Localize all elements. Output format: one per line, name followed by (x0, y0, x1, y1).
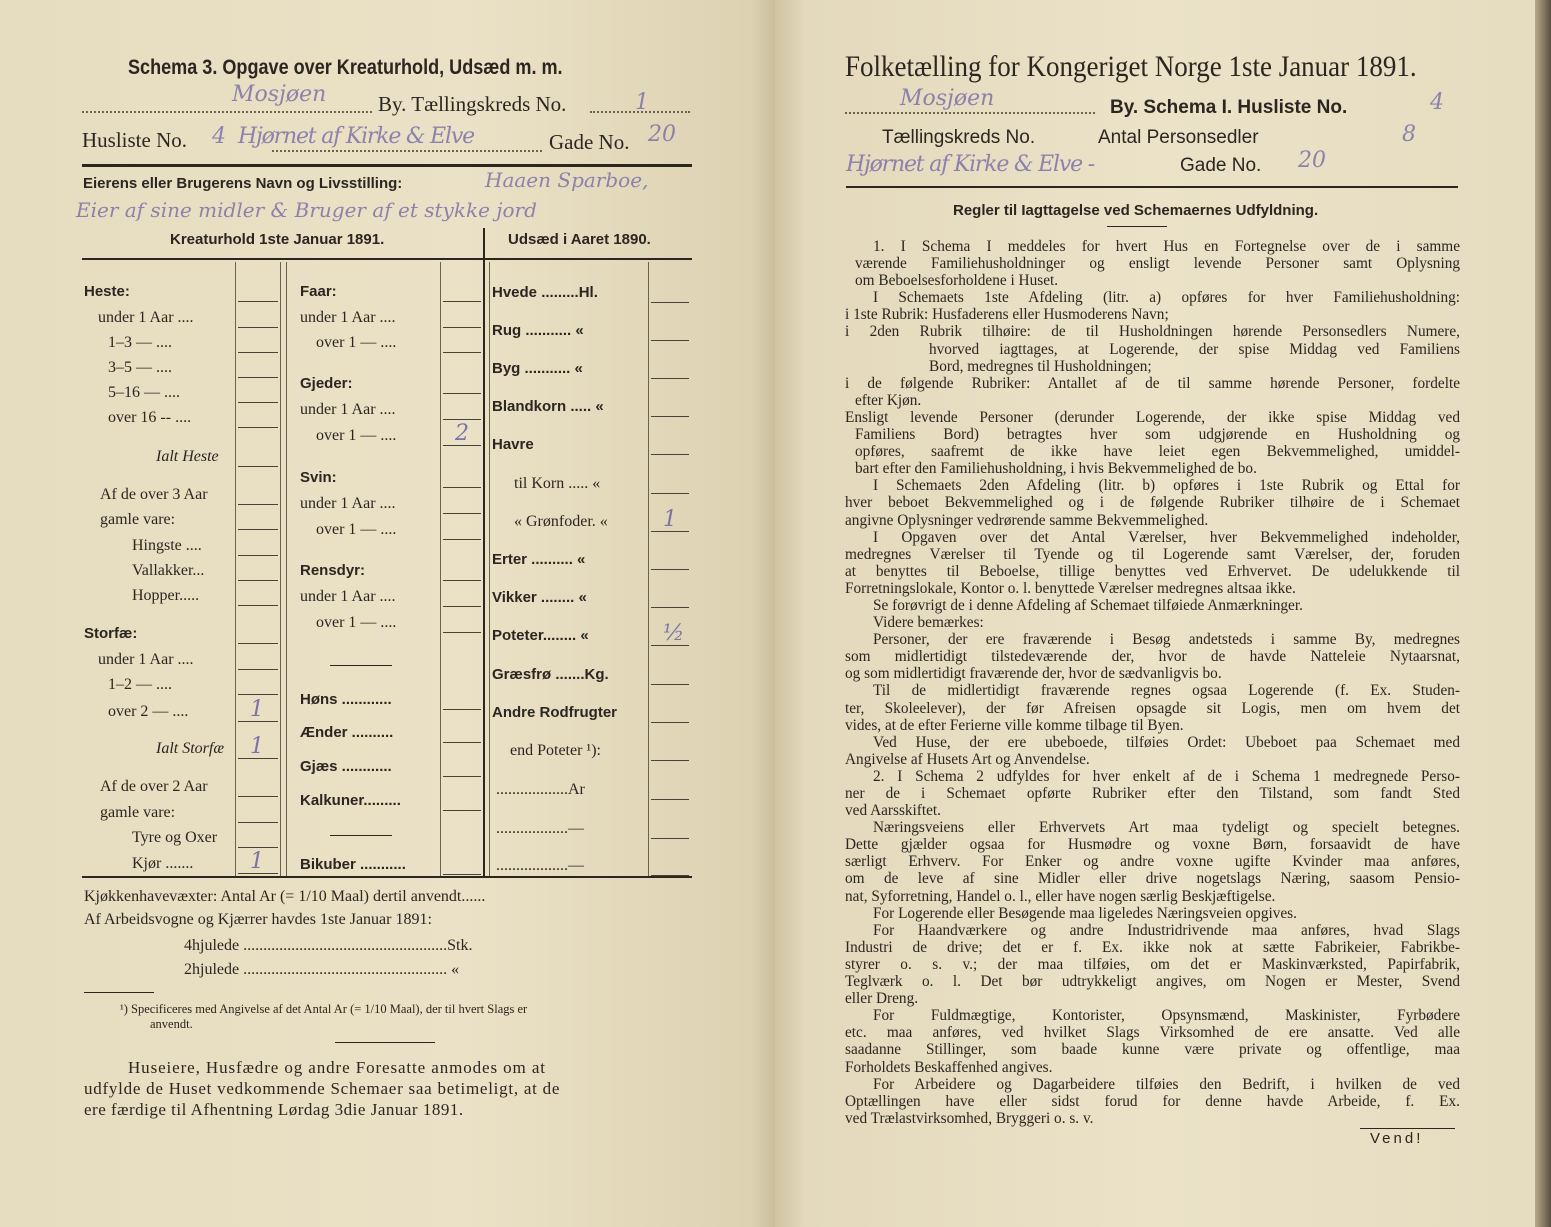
col1-row-label: Tyre og Oxer (132, 829, 218, 846)
col3-row-label: ..................— (496, 820, 584, 837)
entry-line (238, 466, 278, 467)
entry-line (238, 822, 278, 823)
col1-row-label: over 2 — .... (108, 703, 189, 720)
col1-row-label: Hingste .... (132, 537, 202, 554)
rules-line: i 2den Rubrik tilhøire: de til Husholdningen hørende Personsedlers Numere, (845, 323, 1460, 341)
col3-row-label: « Grønfoder. « (514, 513, 608, 530)
rules-line: Optællingen have eller sidst forud for denne havde Arbeide, f. Ex. (845, 1092, 1460, 1110)
col3-row-label: Græsfrø .......Kg. (492, 666, 609, 683)
rules-line: vides, at de efter Ferierne ville komme tilbage til Byen. (845, 716, 1184, 734)
entry-line (651, 302, 689, 303)
entry-line (238, 352, 278, 353)
rules-line: Til de midlertidigt fraværende regnes ogsaa Logerende (f. Ex. Studen- (873, 682, 1460, 700)
notice-line-2: udfylde de Huset vedkommende Schemaer saa betimeligt, at de (84, 1079, 561, 1098)
entry-line (238, 327, 278, 328)
handwritten-gade-right: 20 (1298, 148, 1326, 173)
rules-line: Se forøvrigt de i denne Afdeling af Schemaet tilføiede Anmærkninger. (873, 596, 1303, 614)
rules-line: Bord, medregnes til Husholdningen; (929, 357, 1152, 375)
col3-row-label: Hvede .........Hl. (492, 284, 598, 301)
col2-row-label: under 1 Aar .... (300, 495, 396, 512)
entry-line (238, 504, 278, 505)
rules-line: I Schemaets 2den Afdeling (litr. b) opføres i 1ste Rubrik og Ettal for (873, 477, 1460, 495)
rules-line: hver beboet Bekvemmelighed og i de følgende Rubriker tilhøire de i Schemaet (845, 494, 1460, 512)
rules-line: I Schemaets 1ste Afdeling (litr. a) opføres for hver Familiehusholdning: (873, 289, 1460, 307)
entry-line (651, 722, 689, 723)
entry-line (443, 352, 481, 353)
col2-row-label: over 1 — .... (316, 427, 397, 444)
footnote-1: ¹) Specificeres med Angivelse af det Antal Ar (= 1/10 Maal), der til hvert Slags er (120, 1002, 528, 1016)
col3-row-label: ..................— (496, 857, 584, 874)
entry-line (443, 327, 481, 328)
entry-line (238, 796, 278, 797)
entry-line (443, 776, 481, 777)
col-line (235, 262, 236, 876)
by-dotline (82, 111, 372, 113)
col-line (648, 262, 649, 876)
rules-line: særligt Erhverv. For Enker og andre voxne ugifte Kvinder maa anføres, (845, 853, 1460, 871)
kjokkenhave-line: Kjøkkenhavevæxter: Antal Ar (= 1/10 Maal) dertil anvendt...... (84, 888, 486, 905)
street-dotline (272, 150, 542, 152)
entry-line (651, 875, 689, 876)
rules-title-rule (1107, 226, 1167, 227)
rules-line: efter Kjøn. (855, 391, 922, 409)
col3-row-label: Erter .......... « (492, 551, 586, 568)
entry-line (651, 799, 689, 800)
entry-line (238, 669, 278, 670)
notice-line-3: ere færdige til Afhentning Lørdag 3die Januar 1891. (84, 1100, 464, 1119)
entry-line (238, 377, 278, 378)
rules-line: eller Dreng. (845, 990, 919, 1008)
divider (82, 164, 692, 167)
table-bottom-rule (82, 876, 692, 878)
handwritten-street: Hjørnet af Kirke & Elve (238, 124, 474, 149)
col1-row-label: Heste: (84, 283, 130, 300)
entry-line (651, 684, 689, 685)
entry-line (443, 874, 481, 875)
col1-row-label: over 16 -- .... (108, 409, 192, 426)
by-kreds-label: By. Tællingskreds No. (378, 92, 567, 116)
col2-row-label: under 1 Aar .... (300, 588, 396, 605)
vogne-line: Af Arbeidsvogne og Kjærrer havdes 1ste Januar 1891: (84, 911, 432, 928)
footnote-rule (84, 992, 154, 993)
schema3-title: Schema 3. Opgave over Kreaturhold, Udsæd m. m. (128, 56, 563, 79)
handwritten-husliste-right: 4 (1430, 90, 1444, 115)
col2-row-label: Gjeder: (300, 375, 353, 392)
rules-line: ner de i Schemaet opførte Rubriker efter den Tilstand, som fandt Sted (845, 785, 1460, 802)
vend-label: Vend! (1370, 1130, 1424, 1147)
owner-label: Eierens eller Brugerens Navn og Livsstilling: (83, 175, 403, 192)
col3-row-label: Andre Rodfrugter (492, 704, 617, 721)
rules-line: Dette gjælder ogsaa for Husmødre og voxne Børn, forsaavidt de have (845, 836, 1460, 854)
rules-line: ved Trælastvirksomhed, Bryggeri o. s. v. (845, 1109, 1094, 1127)
col3-row-label: Havre (492, 436, 534, 453)
rules-line: 1. I Schema I meddeles for hvert Hus en Fortegnelse over de i samme (873, 238, 1460, 255)
table-divider (483, 228, 485, 876)
separator (330, 665, 392, 666)
rules-line: ter, Skoleelever), der før Afreisen opsagde sit Logis, men om hvem det (845, 699, 1460, 717)
entry-line (238, 694, 278, 695)
rules-line: For Haandværkere og andre Industridrivende maa anføres, hvad Slags (873, 921, 1460, 939)
entry-line (238, 301, 278, 302)
col-line (440, 262, 441, 876)
col3-row-label: Blandkorn ..... « (492, 398, 604, 415)
kreds-label-right: Tællingskreds No. (882, 127, 1036, 148)
col1-row-label: gamle vare: (100, 804, 176, 821)
col3-entry-value: ½ (663, 621, 685, 646)
entry-line (443, 580, 481, 581)
col1-row-label: under 1 Aar .... (98, 651, 194, 668)
entry-line (443, 419, 481, 420)
handwritten-kreds: 1 (635, 90, 649, 115)
col1-row-label: under 1 Aar .... (98, 309, 194, 326)
handwritten-antal: 8 (1402, 122, 1416, 147)
col1-row-label: Storfæ: (84, 625, 138, 642)
rules-line: Forretningslokale, Kontor o. l. benyttede Værelser medregnes altsaa ikke. (845, 579, 1296, 597)
left-page-schema-3 (0, 0, 775, 1227)
entry-line (238, 580, 278, 581)
col1-entry-value: 1 (250, 849, 264, 874)
schema1-husliste-label: By. Schema I. Husliste No. (1110, 97, 1348, 118)
col2-row-label: under 1 Aar .... (300, 401, 396, 418)
entry-line (238, 402, 278, 403)
entry-line (443, 632, 481, 633)
rules-text (845, 238, 1460, 1127)
rules-line: opføres, saafremt de ikke have leiet egen Bekvemmelighed, umiddel- (855, 443, 1460, 461)
col1-row-label: 1–2 — .... (108, 676, 172, 693)
col1-row-label: Vallakker... (132, 562, 205, 579)
entry-line (651, 378, 689, 379)
col2-row-label: Faar: (300, 283, 337, 300)
col3-row-label: end Poteter ¹): (510, 742, 601, 759)
rules-line: Familiens Bord) betragtes hver som udgjørende en Husholdning og (855, 426, 1460, 444)
entry-line (443, 301, 481, 302)
entry-line (651, 340, 689, 341)
footnote-2: anvendt. (150, 1017, 193, 1031)
col1-row-label: 1–3 — .... (108, 334, 172, 351)
entry-line (443, 606, 481, 607)
entry-line (238, 605, 278, 606)
col2-row-label: Gjæs ............ (300, 758, 392, 775)
col3-row-label: til Korn ..... « (514, 475, 601, 492)
entry-line (443, 810, 481, 811)
handwritten-husliste: 4 (212, 124, 226, 149)
rules-line: om Beboelsesforholdene i Huset. (855, 272, 1059, 290)
rules-line: værende Familiehusholdninger og ensligt levende Personer samt Oplysning (855, 255, 1460, 273)
handwritten-owner-1: Haaen Sparboe, (485, 168, 649, 192)
fire-hjulede-line: 4hjulede ...................................................Stk. (184, 937, 473, 954)
rules-line: Angivelse af Husets Art og Anvendelse. (845, 750, 1090, 768)
entry-line (238, 555, 278, 556)
rules-line: bart efter den Familiehusholdning, i hvis Bekvemmelighed de bo. (855, 460, 1257, 478)
handwritten-by-right: Mosjøen (900, 86, 995, 111)
entry-line (238, 643, 278, 644)
col2-row-label: Svin: (300, 469, 337, 486)
col1-row-label: Af de over 3 Aar (100, 486, 208, 503)
udsaed-heading: Udsæd i Aaret 1890. (508, 231, 651, 248)
by-dotline-right (845, 112, 1095, 114)
kreds-dotline (590, 111, 690, 113)
col2-row-label: over 1 — .... (316, 614, 397, 631)
rules-line: medregnes Værelser til Tyende og til Logerende samt Værelser, der, foruden (845, 545, 1460, 563)
entry-line (443, 742, 481, 743)
rules-line: For Arbeidere og Dagarbeidere tilføies den Bedrift, i hvilken de ved (873, 1075, 1460, 1093)
rules-line: Personer, der ere fraværende i Besøg andetsteds i samme By, medregnes (873, 631, 1460, 649)
col2-row-label: Bikuber ........... (300, 856, 406, 873)
rules-line: hvorved iagttages, at Logerende, der spise Middag ved Familiens (929, 340, 1460, 358)
rules-line: For Logerende eller Besøgende maa ligeledes Næringsveien opgives. (873, 904, 1297, 922)
col1-row-label: 3–5 — .... (108, 359, 172, 376)
col2-row-label: over 1 — .... (316, 334, 397, 351)
col1-entry-value: 1 (250, 697, 264, 722)
rules-line: i de følgende Rubriker: Antallet af de til samme hørende Personer, fordelte (845, 374, 1460, 392)
col1-row-label: Kjør ....... (132, 855, 194, 872)
col3-row-label: Byg ........... « (492, 360, 583, 377)
handwritten-street-right: Hjørnet af Kirke & Elve - (846, 152, 1094, 177)
rules-line: Videre bemærkes: (873, 614, 984, 632)
col1-row-label: Af de over 2 Aar (100, 778, 208, 795)
rules-line: Industri de drive; det er f. Ex. ikke nok at sætte Fabrikeier, Fabrikbe- (845, 938, 1460, 956)
col1-row-label: Hopper..... (132, 587, 200, 604)
col3-row-label: Poteter........ « (492, 627, 589, 644)
rules-line: For Fuldmægtige, Kontorister, Opsynsmænd, Maskinister, Fyrbødere (873, 1007, 1460, 1025)
entry-line (651, 416, 689, 417)
entry-line (443, 513, 481, 514)
rules-line: 2. I Schema 2 udfyldes for hver enkelt af de i Schema 1 medregnede Perso- (873, 767, 1460, 785)
col3-row-label: ..................Ar (496, 781, 585, 798)
entry-line (443, 709, 481, 710)
entry-line (651, 607, 689, 608)
entry-line (238, 847, 278, 848)
entry-line (651, 569, 689, 570)
entry-line (238, 427, 278, 428)
scan-edge (1535, 0, 1551, 1227)
table-top-rule (82, 258, 692, 260)
antal-label: Antal Personsedler (1098, 127, 1259, 148)
col1-row-label: Ialt Storfæ (156, 740, 225, 757)
rules-line: og som midlertidigt fraværende der, hvor de sædvanligvis bo. (845, 665, 1222, 683)
entry-line (238, 529, 278, 530)
notice-line-1: Huseiere, Husfædre og andre Foresatte anmodes om at (128, 1058, 546, 1077)
rules-line: Teglværk o. l. Det bør udtrykkeligt angives, om Nogen er Mester, Svend (845, 973, 1460, 991)
col2-row-label: under 1 Aar .... (300, 309, 396, 326)
handwritten-gade: 20 (648, 122, 676, 147)
rules-line: I Opgaven over det Antal Værelser, hver Bekvemmelighed indeholder, (873, 528, 1460, 546)
col2-row-label: Kalkuner......... (300, 792, 401, 809)
rules-line: Ved Huse, der ere ubeboede, tilføies Ordet: Ubeboet paa Schemaet med (873, 733, 1460, 751)
rules-line: som midlertidigt tilstedeværende der, hvor de havde Natteleie Nytaarsnat, (845, 648, 1460, 666)
col1-row-label: 5–16 — .... (108, 384, 180, 401)
rules-line: Ensligt levende Personer (derunder Logerende, der ikke spise Middag ved (845, 408, 1460, 426)
entry-line (443, 539, 481, 540)
separator (330, 835, 392, 836)
entry-line (651, 838, 689, 839)
census-title: Folketælling for Kongeriget Norge 1ste Januar 1891. (845, 50, 1417, 83)
col2-row-label: Høns ............ (300, 691, 392, 708)
to-hjulede-line: 2hjulede ................................................... « (184, 961, 460, 978)
col2-entry-value: 2 (455, 421, 469, 446)
rules-line: etc. maa anføres, ved hvilket Slags Virksomhed de ere ansatte. Ved alle (845, 1024, 1460, 1042)
gade-label-right: Gade No. (1180, 155, 1262, 176)
handwritten-by: Mosjøen (232, 82, 327, 107)
rules-line: i 1ste Rubrik: Husfaderens eller Husmoderens Navn; (845, 306, 1169, 324)
col2-row-label: Rensdyr: (300, 562, 366, 579)
col3-row-label: Vikker ........ « (492, 589, 587, 606)
rules-line: styrer o. s. v.; der maa tilføies, om det er Maskinværksted, Papirfabrik, (845, 955, 1460, 973)
header-rule (846, 186, 1458, 188)
handwritten-owner-2: Eier af sine midler & Bruger af et stykke jord (76, 198, 537, 222)
col1-row-label: gamle vare: (100, 511, 176, 528)
kreaturhold-heading: Kreaturhold 1ste Januar 1891. (170, 231, 385, 248)
col-line (286, 262, 287, 876)
husliste-label: Husliste No. (82, 128, 187, 152)
notice-rule (335, 1042, 435, 1043)
col1-entry-value: 1 (250, 734, 264, 759)
entry-line (443, 487, 481, 488)
col-line (280, 262, 281, 876)
col2-row-label: over 1 — .... (316, 521, 397, 538)
rules-line: Næringsveiens eller Erhvervets Art maa tydeligt og specielt betegnes. (873, 819, 1460, 837)
entry-line (651, 493, 689, 494)
col-line (489, 262, 490, 876)
rules-line: at benyttes til Beboelse, tillige benyttes ved Erhvervet. De udelukkende til (845, 562, 1460, 580)
col2-row-label: Ænder .......... (300, 724, 394, 741)
rules-line: Forholdets Beskaffenhed angives. (845, 1058, 1053, 1076)
rules-line: ved Aarsskiftet. (845, 802, 942, 820)
entry-line (443, 393, 481, 394)
rules-title: Regler til Iagttagelse ved Schemaernes Udfyldning. (953, 202, 1319, 219)
rules-line: nat, Syforretning, Handel o. l., eller have nogen særlig Beskjæftigelse. (845, 887, 1276, 905)
rules-line: angivne Oplysninger vedrørende samme Bekvemmelighed. (845, 511, 1209, 529)
rules-line: saadanne Stillinger, som baade kunne være private og offentlige, maa (845, 1041, 1460, 1059)
entry-line (651, 760, 689, 761)
col3-row-label: Rug ........... « (492, 322, 584, 339)
col3-entry-value: 1 (663, 507, 677, 532)
entry-line (651, 454, 689, 455)
rules-line: om de leve af sine Midler eller drive nogetslags Næring, saasom Pensio- (845, 870, 1460, 888)
vend-rule (1360, 1128, 1455, 1129)
col1-row-label: Ialt Heste (156, 448, 219, 465)
gade-label: Gade No. (549, 130, 630, 154)
